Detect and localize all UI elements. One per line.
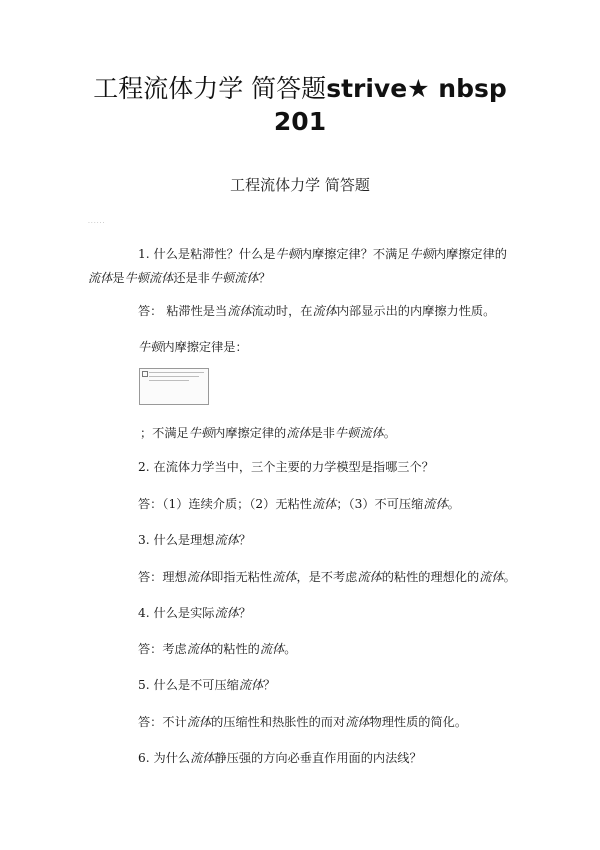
section-subtitle: 工程流体力学 简答题 bbox=[230, 176, 370, 194]
question-1-line-1: 1. 什么是粘滞性？什么是牛顿内摩擦定律？不满足牛顿内摩擦定律的 bbox=[138, 247, 507, 261]
answer-1: 答： 粘滞性是当流体流动时，在流体内部显示出的内摩擦力性质。 bbox=[138, 304, 496, 318]
title-line-2: 201 bbox=[273, 107, 327, 136]
question-6: 6. 为什么流体静压强的方向必垂直作用面的内法线？ bbox=[138, 751, 422, 765]
question-4: 4. 什么是实际流体？ bbox=[138, 606, 252, 620]
title-line-1 bbox=[60, 72, 540, 105]
broken-image-icon bbox=[142, 371, 148, 377]
document-title bbox=[60, 72, 540, 138]
title-cjk: 工程流体力学 简答题 bbox=[93, 74, 327, 103]
title-latin: strive★ nbsp bbox=[326, 74, 507, 103]
non-newtonian-statement: ；不满足牛顿内摩擦定律的流体是非牛顿流体。 bbox=[140, 426, 396, 440]
newton-law-label: 牛顿内摩擦定律是： bbox=[138, 340, 248, 354]
question-3: 3. 什么是理想流体？ bbox=[138, 533, 252, 547]
ellipsis-mark: ...... bbox=[88, 218, 106, 225]
question-5: 5. 什么是不可压缩流体？ bbox=[138, 678, 276, 692]
answer-2: 答：（1）连续介质；（2）无粘性流体；（3）不可压缩流体。 bbox=[138, 497, 460, 511]
answer-4: 答：考虑流体的粘性的流体。 bbox=[138, 642, 297, 656]
question-1-line-2: 流体是牛顿流体还是非牛顿流体？ bbox=[88, 271, 271, 285]
question-2: 2. 在流体力学当中，三个主要的力学模型是指哪三个？ bbox=[138, 460, 434, 474]
formula-image bbox=[139, 368, 209, 405]
answer-3: 答：理想流体即指无粘性流体，是不考虑流体的粘性的理想化的流体。 bbox=[138, 570, 516, 584]
answer-5: 答：不计流体的压缩性和热胀性的而对流体物理性质的简化。 bbox=[138, 715, 468, 729]
